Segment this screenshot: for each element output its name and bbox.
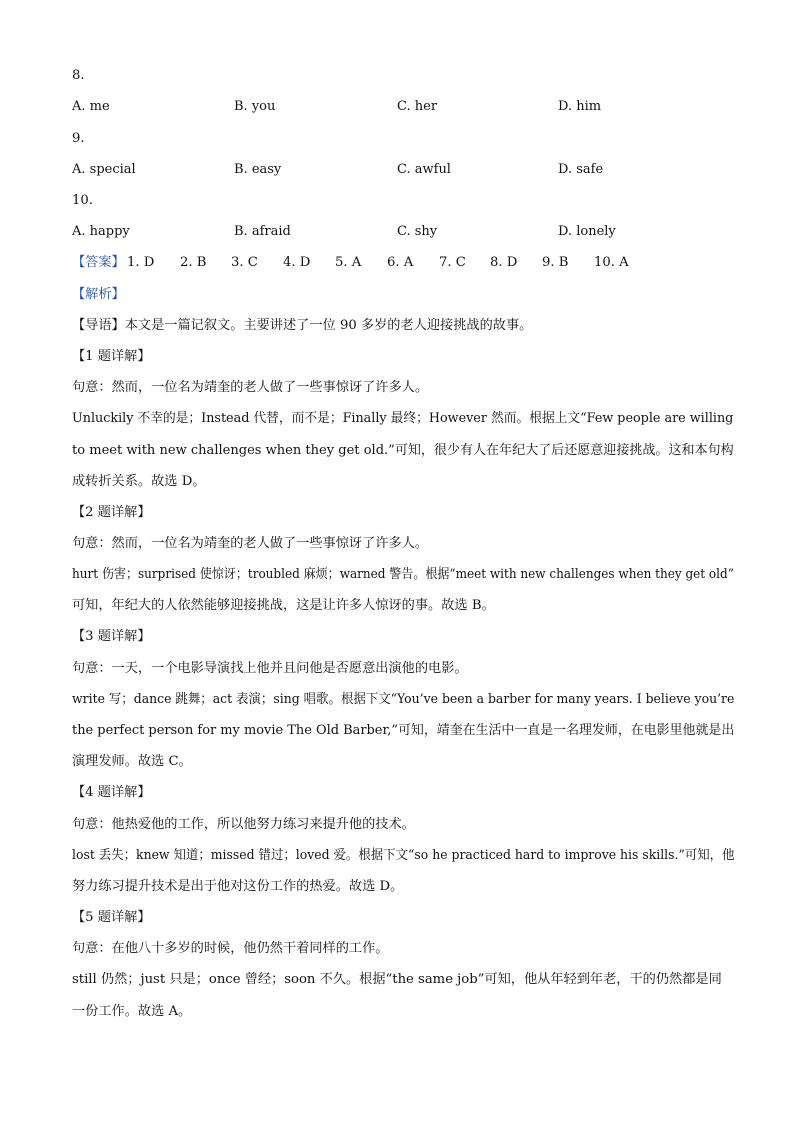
guide-label: 【导语】 (72, 318, 125, 333)
detail-line: hurt 伤害；surprised 使惊讶；troubled 麻烦；warned 警告。根据“meet with new challenges when they get old” (72, 567, 734, 582)
detail-line: the perfect person for my movie The Old Barber,”可知，靖奎在生活中一直是一名理发师，在电影里他就是出 (72, 723, 735, 738)
answer-label: 【答案】 (72, 255, 125, 270)
detail-line: 努力练习提升技术是出于他对这份工作的热爱。故选 D。 (72, 879, 404, 894)
detail-line: 句意：他热爱他的工作，所以他努力练习来提升他的技术。 (72, 817, 415, 832)
detail-heading: 【1 题详解】 (72, 349, 151, 364)
option-c: C. awful (397, 162, 451, 177)
detail-heading: 【4 题详解】 (72, 785, 151, 800)
option-c: C. shy (397, 224, 438, 239)
answer-4: 4. D (283, 255, 311, 270)
guide-text: 本文是一篇记叙文。主要讲述了一位 90 多岁的老人迎接挑战的故事。 (124, 318, 533, 333)
option-b: B. afraid (234, 224, 291, 239)
option-d: D. lonely (558, 224, 616, 239)
detail-line: still 仍然；just 只是；once 曾经；soon 不久。根据“the same job”可知，他从年轻到年老，干的仍然都是同 (72, 972, 722, 987)
guide-line (72, 317, 734, 335)
detail-line: 一份工作。故选 A。 (72, 1004, 192, 1019)
detail-line: 句意：然而，一位名为靖奎的老人做了一些事惊讶了许多人。 (72, 536, 429, 551)
answer-2: 2. B (180, 255, 207, 270)
option-b: B. easy (234, 162, 282, 177)
detail-heading: 【3 题详解】 (72, 629, 151, 644)
detail-line: Unluckily 不幸的是；Instead 代替，而不是；Finally 最终；However 然而。根据上文“Few people are willing (72, 411, 734, 426)
detail-line: to meet with new challenges when they get old.”可知，很少有人在年纪大了后还愿意迎接挑战。这和本句构 (72, 443, 734, 458)
detail-heading: 【2 题详解】 (72, 505, 151, 520)
option-a: A. special (72, 162, 136, 177)
detail-line: 句意：然而，一位名为靖奎的老人做了一些事惊讶了许多人。 (72, 380, 429, 395)
analysis-label: 【解析】 (72, 287, 125, 302)
detail-line: 可知，年纪大的人依然能够迎接挑战，这是让许多人惊讶的事。故选 B。 (72, 598, 495, 613)
answer-line (72, 254, 734, 272)
answer-3: 3. C (231, 255, 258, 270)
option-a: A. me (72, 99, 110, 114)
question-number: 10. (72, 193, 93, 208)
detail-heading: 【5 题详解】 (72, 910, 151, 925)
question-number: 8. (72, 68, 85, 83)
detail-line: lost 丢失；knew 知道；missed 错过；loved 爱。根据下文“so he practiced hard to improve his skills.”可知，他 (72, 848, 735, 863)
option-a: A. happy (72, 224, 130, 239)
detail-line: 句意：一天，一个电影导演找上他并且问他是否愿意出演他的电影。 (72, 661, 468, 676)
question-number: 9. (72, 131, 85, 146)
option-c: C. her (397, 99, 438, 114)
answer-5: 5. A (335, 255, 362, 270)
detail-line: 演理发师。故选 C。 (72, 754, 192, 769)
detail-line: 成转折关系。故选 D。 (72, 474, 206, 489)
option-d: D. safe (558, 162, 604, 177)
answer-9: 9. B (542, 255, 569, 270)
answer-6: 6. A (387, 255, 414, 270)
answer-1: 1. D (127, 255, 155, 270)
option-d: D. him (558, 99, 602, 114)
detail-line: 句意：在他八十多岁的时候，他仍然干着同样的工作。 (72, 941, 389, 956)
answer-7: 7. C (439, 255, 466, 270)
detail-line: write 写；dance 跳舞；act 表演；sing 唱歌。根据下文“You’ve been a barber for many years. I believe you’re (72, 692, 735, 707)
answer-10: 10. A (594, 255, 629, 270)
answer-8: 8. D (490, 255, 518, 270)
option-b: B. you (234, 99, 276, 114)
